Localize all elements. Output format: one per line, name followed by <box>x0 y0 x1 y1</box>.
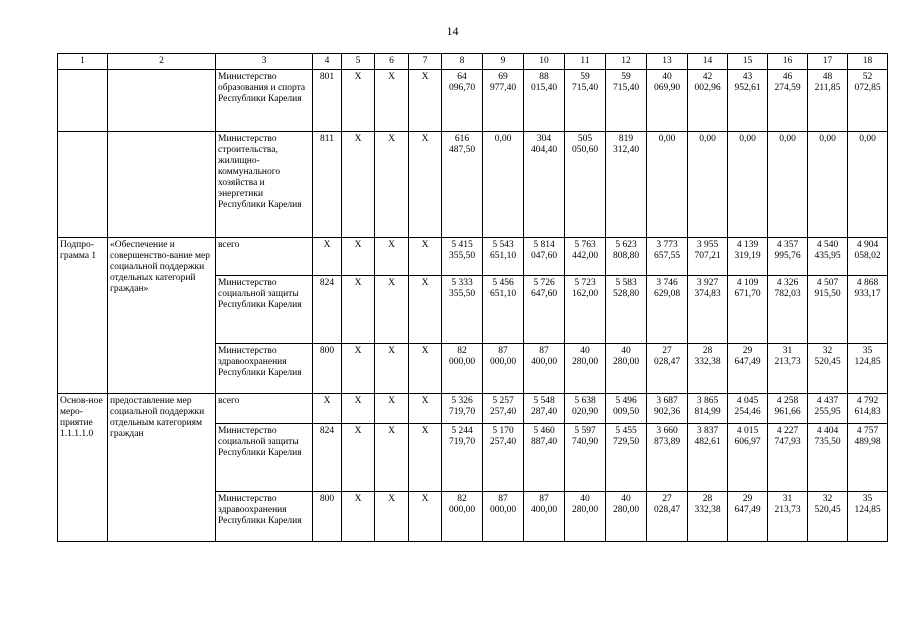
amount-cell: 64 096,70 <box>442 70 483 132</box>
amount-cell: 35 124,85 <box>848 344 888 394</box>
amount-cell: 4 139 319,19 <box>728 238 768 276</box>
amount-cell: 4 904 058,02 <box>848 238 888 276</box>
column-header: 10 <box>524 54 565 70</box>
amount-cell: 4 357 995,76 <box>768 238 808 276</box>
column-header: 6 <box>375 54 409 70</box>
amount-cell: 40 280,00 <box>606 492 647 542</box>
column-header: 4 <box>313 54 342 70</box>
code-cell: Х <box>409 424 442 492</box>
amount-cell: 43 952,61 <box>728 70 768 132</box>
amount-cell: 5 333 355,50 <box>442 276 483 344</box>
code-cell: Х <box>342 276 375 344</box>
amount-cell: 4 404 735,50 <box>808 424 848 492</box>
amount-cell: 5 597 740,90 <box>565 424 606 492</box>
amount-cell: 0,00 <box>483 132 524 238</box>
amount-cell: 52 072,85 <box>848 70 888 132</box>
amount-cell: 5 623 808,80 <box>606 238 647 276</box>
amount-cell: 5 170 257,40 <box>483 424 524 492</box>
amount-cell: 4 792 614,83 <box>848 394 888 424</box>
table-row <box>58 394 888 424</box>
program-section-cell <box>58 132 108 238</box>
code-cell: Х <box>409 238 442 276</box>
column-header: 5 <box>342 54 375 70</box>
code-cell: Х <box>342 394 375 424</box>
program-name-cell: предоставление мер социальной поддержки отдельным категориям граждан <box>108 394 216 542</box>
amount-cell: 3 687 902,36 <box>647 394 688 424</box>
amount-cell: 5 638 020,90 <box>565 394 606 424</box>
amount-cell: 0,00 <box>808 132 848 238</box>
amount-cell: 28 332,38 <box>688 344 728 394</box>
amount-cell: 3 927 374,83 <box>688 276 728 344</box>
executor-cell: Министерство здравоохранения Республики Карелия <box>216 492 313 542</box>
amount-cell: 4 437 255,95 <box>808 394 848 424</box>
column-header: 11 <box>565 54 606 70</box>
code-cell: Х <box>342 492 375 542</box>
amount-cell: 0,00 <box>688 132 728 238</box>
amount-cell: 3 773 657,55 <box>647 238 688 276</box>
table-row <box>58 70 888 132</box>
budget-table <box>57 53 888 542</box>
amount-cell: 28 332,38 <box>688 492 728 542</box>
amount-cell: 0,00 <box>768 132 808 238</box>
column-header: 3 <box>216 54 313 70</box>
column-header: 12 <box>606 54 647 70</box>
amount-cell: 4 045 254,46 <box>728 394 768 424</box>
code-cell: Х <box>375 132 409 238</box>
amount-cell: 5 726 647,60 <box>524 276 565 344</box>
table-row <box>58 238 888 276</box>
code-cell: Х <box>342 70 375 132</box>
amount-cell: 5 723 162,00 <box>565 276 606 344</box>
code-cell: 800 <box>313 492 342 542</box>
amount-cell: 40 069,90 <box>647 70 688 132</box>
amount-cell: 4 868 933,17 <box>848 276 888 344</box>
amount-cell: 5 460 887,40 <box>524 424 565 492</box>
amount-cell: 4 258 961,66 <box>768 394 808 424</box>
amount-cell: 4 326 782,03 <box>768 276 808 344</box>
amount-cell: 304 404,40 <box>524 132 565 238</box>
amount-cell: 82 000,00 <box>442 492 483 542</box>
amount-cell: 616 487,50 <box>442 132 483 238</box>
amount-cell: 88 015,40 <box>524 70 565 132</box>
code-cell: Х <box>375 238 409 276</box>
amount-cell: 82 000,00 <box>442 344 483 394</box>
code-cell: Х <box>342 238 375 276</box>
executor-cell: Министерство социальной защиты Республики Карелия <box>216 276 313 344</box>
code-cell: Х <box>375 344 409 394</box>
code-cell: Х <box>409 394 442 424</box>
amount-cell: 87 400,00 <box>524 344 565 394</box>
code-cell: Х <box>375 276 409 344</box>
column-header: 1 <box>58 54 108 70</box>
amount-cell: 4 540 435,95 <box>808 238 848 276</box>
code-cell: 811 <box>313 132 342 238</box>
amount-cell: 5 763 442,00 <box>565 238 606 276</box>
amount-cell: 5 415 355,50 <box>442 238 483 276</box>
executor-cell: всего <box>216 394 313 424</box>
code-cell: Х <box>375 492 409 542</box>
header-row <box>58 54 888 70</box>
table-row <box>58 132 888 238</box>
amount-cell: 4 507 915,50 <box>808 276 848 344</box>
amount-cell: 0,00 <box>728 132 768 238</box>
amount-cell: 3 660 873,89 <box>647 424 688 492</box>
column-header: 8 <box>442 54 483 70</box>
code-cell: Х <box>313 394 342 424</box>
amount-cell: 4 757 489,98 <box>848 424 888 492</box>
amount-cell: 29 647,49 <box>728 344 768 394</box>
amount-cell: 69 977,40 <box>483 70 524 132</box>
amount-cell: 27 028,47 <box>647 492 688 542</box>
amount-cell: 3 865 814,99 <box>688 394 728 424</box>
code-cell: 824 <box>313 276 342 344</box>
amount-cell: 46 274,59 <box>768 70 808 132</box>
amount-cell: 0,00 <box>848 132 888 238</box>
amount-cell: 31 213,73 <box>768 492 808 542</box>
column-header: 7 <box>409 54 442 70</box>
amount-cell: 5 244 719,70 <box>442 424 483 492</box>
amount-cell: 5 814 047,60 <box>524 238 565 276</box>
column-header: 2 <box>108 54 216 70</box>
amount-cell: 3 837 482,61 <box>688 424 728 492</box>
amount-cell: 27 028,47 <box>647 344 688 394</box>
amount-cell: 32 520,45 <box>808 344 848 394</box>
code-cell: Х <box>375 424 409 492</box>
amount-cell: 5 496 009,50 <box>606 394 647 424</box>
column-header: 9 <box>483 54 524 70</box>
amount-cell: 87 000,00 <box>483 344 524 394</box>
amount-cell: 505 050,60 <box>565 132 606 238</box>
amount-cell: 5 543 651,10 <box>483 238 524 276</box>
column-header: 18 <box>848 54 888 70</box>
code-cell: Х <box>409 492 442 542</box>
column-header: 13 <box>647 54 688 70</box>
code-cell: Х <box>409 276 442 344</box>
program-name-cell: «Обеспечение и совершенство-вание мер социальной поддержки отдельных категорий граждан» <box>108 238 216 394</box>
amount-cell: 87 000,00 <box>483 492 524 542</box>
amount-cell: 4 015 606,97 <box>728 424 768 492</box>
program-section-cell: Основ-ное меро-приятие 1.1.1.1.0 <box>58 394 108 542</box>
amount-cell: 42 002,96 <box>688 70 728 132</box>
amount-cell: 4 227 747,93 <box>768 424 808 492</box>
amount-cell: 40 280,00 <box>565 344 606 394</box>
code-cell: Х <box>313 238 342 276</box>
amount-cell: 3 955 707,21 <box>688 238 728 276</box>
amount-cell: 5 455 729,50 <box>606 424 647 492</box>
code-cell: Х <box>375 394 409 424</box>
amount-cell: 40 280,00 <box>565 492 606 542</box>
amount-cell: 0,00 <box>647 132 688 238</box>
code-cell: Х <box>409 70 442 132</box>
code-cell: 824 <box>313 424 342 492</box>
program-name-cell <box>108 132 216 238</box>
amount-cell: 48 211,85 <box>808 70 848 132</box>
executor-cell: Министерство социальной защиты Республики Карелия <box>216 424 313 492</box>
executor-cell: Министерство строительства, жилищно-коммунального хозяйства и энергетики Республики Карелия <box>216 132 313 238</box>
amount-cell: 5 548 287,40 <box>524 394 565 424</box>
executor-cell: Министерство образования и спорта Республики Карелия <box>216 70 313 132</box>
amount-cell: 5 456 651,10 <box>483 276 524 344</box>
amount-cell: 29 647,49 <box>728 492 768 542</box>
column-header: 15 <box>728 54 768 70</box>
program-section-cell <box>58 70 108 132</box>
amount-cell: 32 520,45 <box>808 492 848 542</box>
amount-cell: 40 280,00 <box>606 344 647 394</box>
page-number: 14 <box>446 24 459 38</box>
amount-cell: 4 109 671,70 <box>728 276 768 344</box>
program-section-cell: Подпро-грамма 1 <box>58 238 108 394</box>
amount-cell: 3 746 629,08 <box>647 276 688 344</box>
code-cell: Х <box>342 132 375 238</box>
executor-cell: всего <box>216 238 313 276</box>
amount-cell: 59 715,40 <box>565 70 606 132</box>
code-cell: 801 <box>313 70 342 132</box>
code-cell: Х <box>375 70 409 132</box>
amount-cell: 87 400,00 <box>524 492 565 542</box>
amount-cell: 5 583 528,80 <box>606 276 647 344</box>
program-name-cell <box>108 70 216 132</box>
amount-cell: 59 715,40 <box>606 70 647 132</box>
column-header: 16 <box>768 54 808 70</box>
code-cell: Х <box>342 424 375 492</box>
code-cell: 800 <box>313 344 342 394</box>
amount-cell: 5 326 719,70 <box>442 394 483 424</box>
amount-cell: 819 312,40 <box>606 132 647 238</box>
code-cell: Х <box>409 344 442 394</box>
amount-cell: 31 213,73 <box>768 344 808 394</box>
code-cell: Х <box>342 344 375 394</box>
column-header: 17 <box>808 54 848 70</box>
code-cell: Х <box>409 132 442 238</box>
executor-cell: Министерство здравоохранения Республики Карелия <box>216 344 313 394</box>
amount-cell: 5 257 257,40 <box>483 394 524 424</box>
amount-cell: 35 124,85 <box>848 492 888 542</box>
column-header: 14 <box>688 54 728 70</box>
